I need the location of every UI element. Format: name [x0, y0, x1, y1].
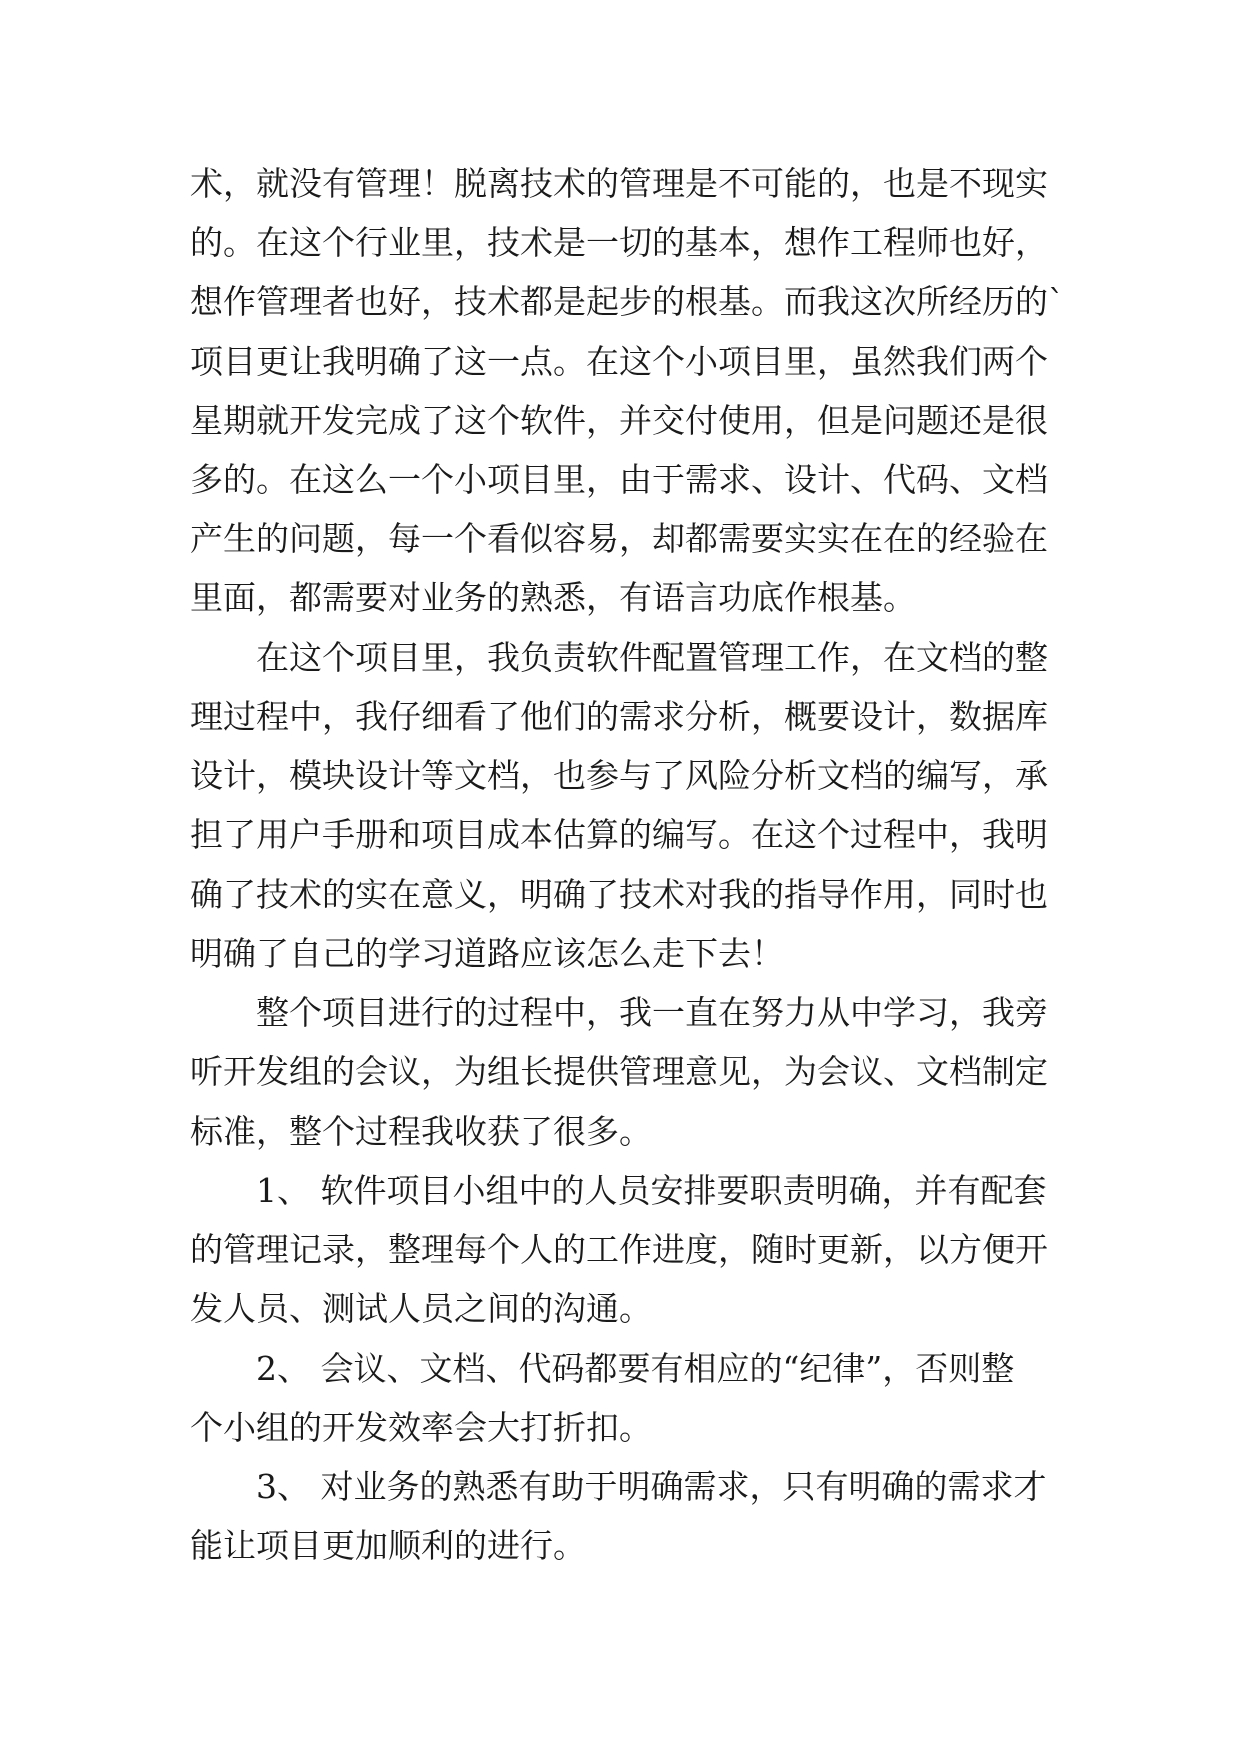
paragraph-text: 星期就开发完成了这个软件，并交付使用，但是问题还是很: [190, 401, 1048, 440]
text-line: [0, 509, 1241, 569]
text-line: [0, 1457, 1241, 1517]
text-line: [0, 154, 1241, 214]
paragraph-text: 术，就没有管理！脱离技术的管理是不可能的，也是不现实: [190, 164, 1048, 203]
paragraph-text: 想作管理者也好，技术都是起步的根基。而我这次所经历的`: [190, 282, 1065, 321]
text-line: [0, 1339, 1241, 1399]
paragraph-text: 确了技术的实在意义，明确了技术对我的指导作用，同时也: [190, 875, 1048, 914]
text-line: [0, 272, 1241, 332]
text-line: [0, 1516, 1241, 1576]
text-line: [0, 1279, 1241, 1339]
text-line: [0, 450, 1241, 510]
paragraph-text: 担了用户手册和项目成本估算的编写。在这个过程中，我明: [190, 815, 1048, 854]
text-line: [0, 805, 1241, 865]
list-item-text: 1、 软件项目小组中的人员安排要职责明确，并有配套: [256, 1171, 1047, 1210]
paragraph-text: 里面，都需要对业务的熟悉，有语言功底作根基。: [190, 578, 916, 617]
text-line: [0, 332, 1241, 392]
text-line: [0, 1161, 1241, 1221]
list-item-text: 发人员、测试人员之间的沟通。: [190, 1289, 652, 1328]
paragraph-text: 产生的问题，每一个看似容易，却都需要实实在在的经验在: [190, 519, 1048, 558]
list-item-text: 的管理记录，整理每个人的工作进度，随时更新，以方便开: [190, 1230, 1048, 1269]
text-line: [0, 1042, 1241, 1102]
text-line: [0, 568, 1241, 628]
paragraph-text: 项目更让我明确了这一点。在这个小项目里，虽然我们两个: [190, 342, 1048, 381]
text-line: [0, 391, 1241, 451]
text-line: [0, 213, 1241, 273]
text-line: [0, 865, 1241, 925]
paragraph-text: 在这个项目里，我负责软件配置管理工作，在文档的整: [256, 638, 1048, 677]
paragraph-text: 标准，整个过程我收获了很多。: [190, 1112, 652, 1151]
list-item-text: 2、 会议、文档、代码都要有相应的“纪律”，否则整: [256, 1349, 1015, 1388]
text-line: [0, 983, 1241, 1043]
paragraph-text: 整个项目进行的过程中，我一直在努力从中学习，我旁: [256, 993, 1048, 1032]
paragraph-text: 的。在这个行业里，技术是一切的基本，想作工程师也好，: [190, 223, 1048, 262]
paragraph-text: 设计，模块设计等文档，也参与了风险分析文档的编写，承: [190, 756, 1048, 795]
paragraph-text: 多的。在这么一个小项目里，由于需求、设计、代码、文档: [190, 460, 1048, 499]
paragraph-text: 听开发组的会议，为组长提供管理意见，为会议、文档制定: [190, 1052, 1048, 1091]
paragraph-text: 明确了自己的学习道路应该怎么走下去！: [190, 934, 784, 973]
text-line: [0, 1220, 1241, 1280]
list-item-text: 个小组的开发效率会大打折扣。: [190, 1408, 652, 1447]
list-item-text: 3、 对业务的熟悉有助于明确需求，只有明确的需求才: [256, 1467, 1047, 1506]
text-line: [0, 924, 1241, 984]
text-line: [0, 1102, 1241, 1162]
list-item-text: 能让项目更加顺利的进行。: [190, 1526, 586, 1565]
text-line: [0, 628, 1241, 688]
paragraph-text: 理过程中，我仔细看了他们的需求分析，概要设计，数据库: [190, 697, 1048, 736]
text-line: [0, 1398, 1241, 1458]
text-line: [0, 746, 1241, 806]
text-line: [0, 687, 1241, 747]
